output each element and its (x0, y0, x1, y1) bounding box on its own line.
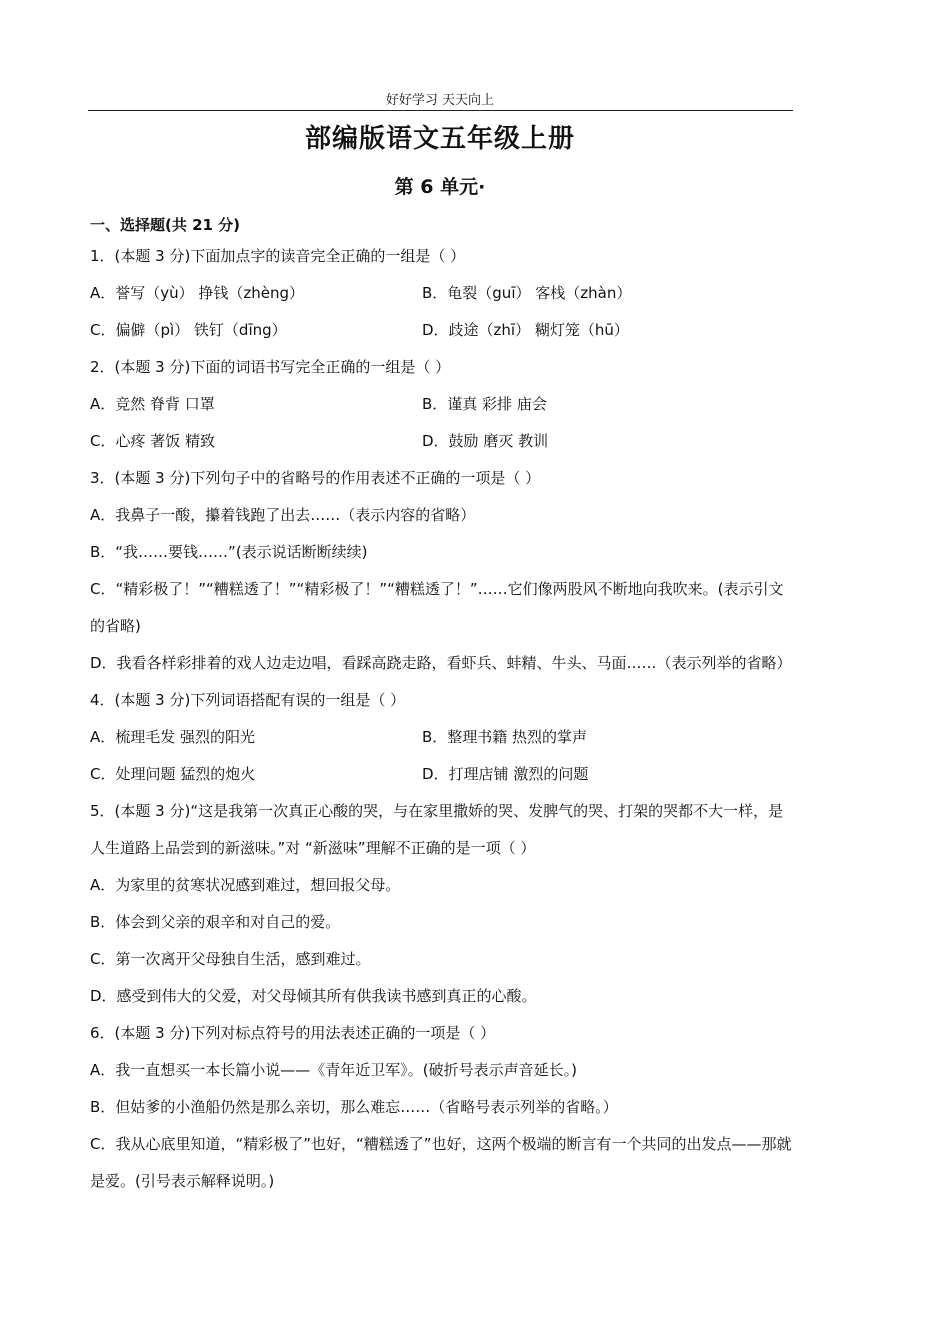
question-2-options-row (90, 386, 795, 423)
question-3-stem: 3．(本题 3 分)下列句子中的省略号的作用表述不正确的一项是（ ） (90, 469, 541, 487)
question-5-option-c: C．第一次离开父母独自生活，感到难过。 (90, 950, 371, 968)
question-3-option-b: B．“我……要钱……”(表示说话断断续续) (90, 543, 368, 561)
question-6-option-c: C．我从心底里知道，“精彩极了”也好，“糟糕透了”也好，这两个极端的断言有一个共同的出发点——那就是爱。(引号表示解释说明。) (90, 1135, 792, 1190)
question-6-option-b: B．但姑爹的小渔船仍然是那么亲切，那么难忘……（省略号表示列举的省略。） (90, 1098, 618, 1116)
question-2-stem: 2．(本题 3 分)下面的词语书写完全正确的一组是（ ） (90, 358, 451, 376)
question-1-stem: 1．(本题 3 分)下面加点字的读音完全正确的一组是（ ） (90, 247, 466, 265)
section-heading: 一、选择题(共 21 分) (90, 216, 241, 234)
unit-subtitle: 第 6 单元· (394, 176, 486, 198)
question-3-option-a: A．我鼻子一酸，攥着钱跑了出去……（表示内容的省略） (90, 506, 476, 524)
question-2-options-row (90, 423, 795, 460)
question-2-option-d: D．鼓励 磨灭 教训 (422, 432, 549, 450)
question-4-options-row (90, 756, 795, 793)
question-5-stem: 5．(本题 3 分)“这是我第一次真正心酸的哭，与在家里撒娇的哭、发脾气的哭、打架的哭都不大一样，是人生道路上品尝到的新滋味。”对 “新滋味”理解不正确的是一项（ ） (90, 802, 784, 857)
question-5-option-d: D．感受到伟大的父爱，对父母倾其所有供我读书感到真正的心酸。 (90, 987, 537, 1005)
question-1-option-d: D．歧途（zhī） 糊灯笼（hū） (422, 321, 629, 339)
question-4-option-b: B．整理书籍 热烈的掌声 (422, 728, 588, 746)
question-4-option-a: A．梳理毛发 强烈的阳光 (90, 728, 256, 746)
question-4-stem: 4．(本题 3 分)下列词语搭配有误的一组是（ ） (90, 691, 406, 709)
question-6-stem: 6．(本题 3 分)下列对标点符号的用法表述正确的一项是（ ） (90, 1024, 496, 1042)
question-1-options-row (90, 275, 795, 312)
exam-content (90, 212, 795, 1200)
question-6-option-a: A．我一直想买一本长篇小说——《青年近卫军》。(破折号表示声音延长。) (90, 1061, 577, 1079)
question-4-options-row (90, 719, 795, 756)
question-1-options-row (90, 312, 795, 349)
question-3-option-d: D．我看各样彩排着的戏人边走边唱，看踩高跷走路，看虾兵、蚌精、牛头、马面……（表示列举的省略） (90, 654, 792, 672)
question-4-option-d: D．打理店铺 激烈的问题 (422, 765, 589, 783)
question-2-option-a: A．竞然 脊背 口罩 (90, 395, 215, 413)
question-1-option-a: A．誉写（yù） 挣钱（zhèng） (90, 284, 305, 302)
page-title: 部编版语文五年级上册 (304, 124, 575, 154)
question-4-option-c: C．处理问题 猛烈的炮火 (90, 765, 256, 783)
question-1-option-b: B．龟裂（guī） 客栈（zhàn） (422, 284, 632, 302)
header-divider (88, 110, 793, 111)
header-motto: 好好学习 天天向上 (385, 93, 495, 108)
question-2-option-c: C．心疼 著饭 精致 (90, 432, 216, 450)
question-5-option-b: B．体会到父亲的艰辛和对自己的爱。 (90, 913, 341, 931)
question-3-option-c: C．“精彩极了！”“糟糕透了！”“精彩极了！”“糟糕透了！”……它们像两股风不断地向我吹来。(表示引文的省略) (90, 580, 784, 635)
question-2-option-b: B．谨真 彩排 庙会 (422, 395, 547, 413)
question-1-option-c: C．偏僻（pì） 铁钉（dīng） (90, 321, 287, 339)
question-5-option-a: A．为家里的贫寒状况感到难过，想回报父母。 (90, 876, 401, 894)
